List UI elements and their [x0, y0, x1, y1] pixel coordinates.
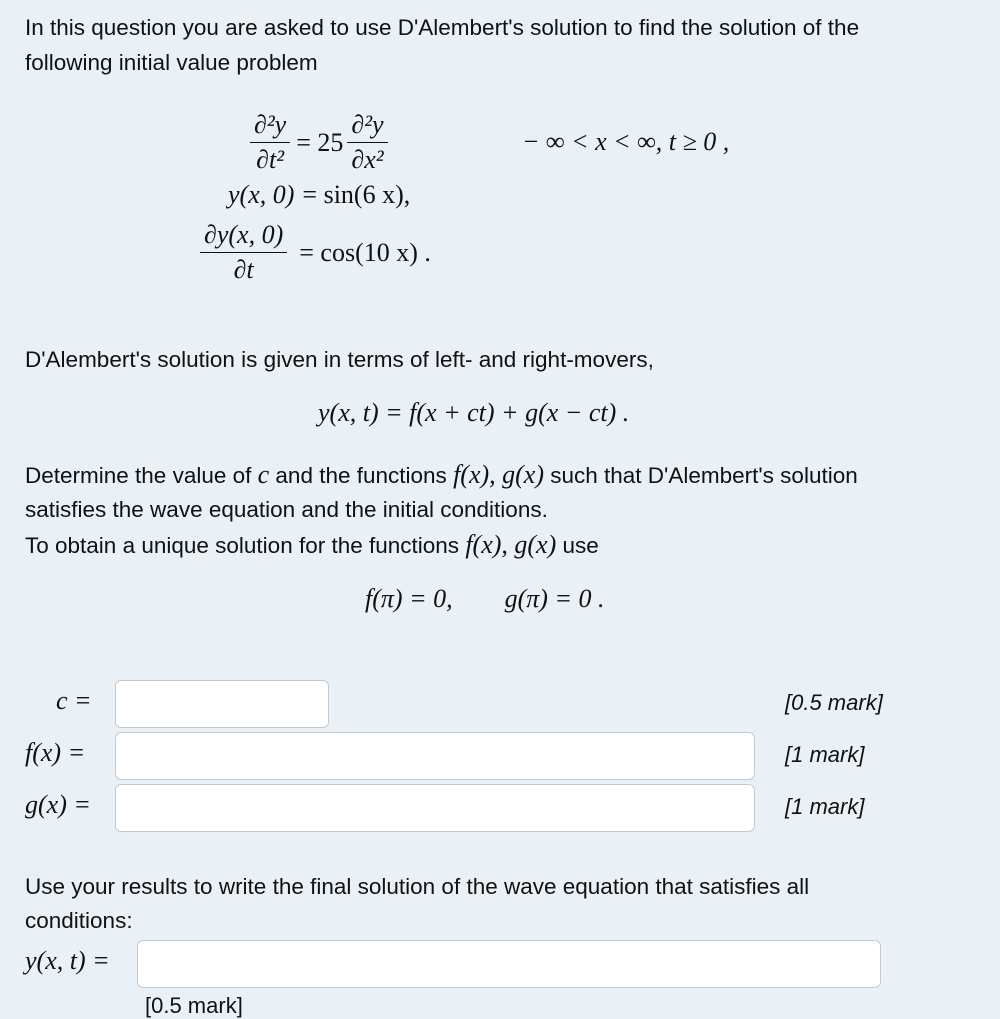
g-mark: [1 mark] [785, 794, 865, 819]
rhs-second-derivative-x: $\frac{\text{∂²y}}{\text{∂x²}}$ [347, 110, 387, 175]
c-label: c = [56, 686, 92, 715]
initial-velocity [200, 220, 431, 285]
f-input[interactable] [115, 732, 755, 780]
f-label: f(x) = [25, 738, 86, 767]
coefficient: = 25 [296, 127, 344, 157]
determine-line-3: To obtain a unique solution for the functions f(x), g(x) use [25, 530, 599, 559]
y-input[interactable] [137, 940, 881, 988]
final-line-2: conditions: [25, 908, 133, 933]
lhs-second-derivative-t: $\frac{\text{∂²y}}{\text{∂t²}}$ [250, 110, 290, 175]
intro-line-2: following initial value problem [25, 50, 318, 75]
determine-line-2: satisfies the wave equation and the initial conditions. [25, 497, 548, 522]
eq2-rhs: = sin(6 x), [302, 180, 411, 209]
f-mark: [1 mark] [785, 742, 865, 767]
dalembert-text: D'Alembert's solution is given in terms of left- and right-movers, [25, 347, 654, 372]
eq3-lhs: $\frac{\partial y(x, 0)}{\partial t}$ [200, 220, 287, 285]
wave-equation [250, 110, 388, 175]
g-input[interactable] [115, 784, 755, 832]
uniqueness-conditions: f(π) = 0, g(π) = 0 . [365, 584, 605, 613]
intro-line-1: In this question you are asked to use D'Alembert's solution to find the solution of the [25, 15, 860, 40]
determine-line-1: Determine the value of c and the functions f(x), g(x) such that D'Alembert's solution [25, 460, 858, 489]
domain-condition: − ∞ < x < ∞, t ≥ 0 , [522, 127, 730, 156]
g-label: g(x) = [25, 790, 91, 819]
dalembert-formula: y(x, t) = f(x + ct) + g(x − ct) . [318, 398, 630, 427]
c-input[interactable] [115, 680, 329, 728]
eq3-rhs: = cos(10 x) . [299, 237, 431, 267]
c-mark: [0.5 mark] [785, 690, 883, 715]
initial-displacement [228, 180, 410, 210]
eq2-lhs: y(x, 0) [228, 180, 295, 209]
y-mark: [0.5 mark] [145, 993, 243, 1018]
y-label: y(x, t) = [25, 946, 110, 975]
final-line-1: Use your results to write the final solution of the wave equation that satisfies all [25, 874, 810, 899]
